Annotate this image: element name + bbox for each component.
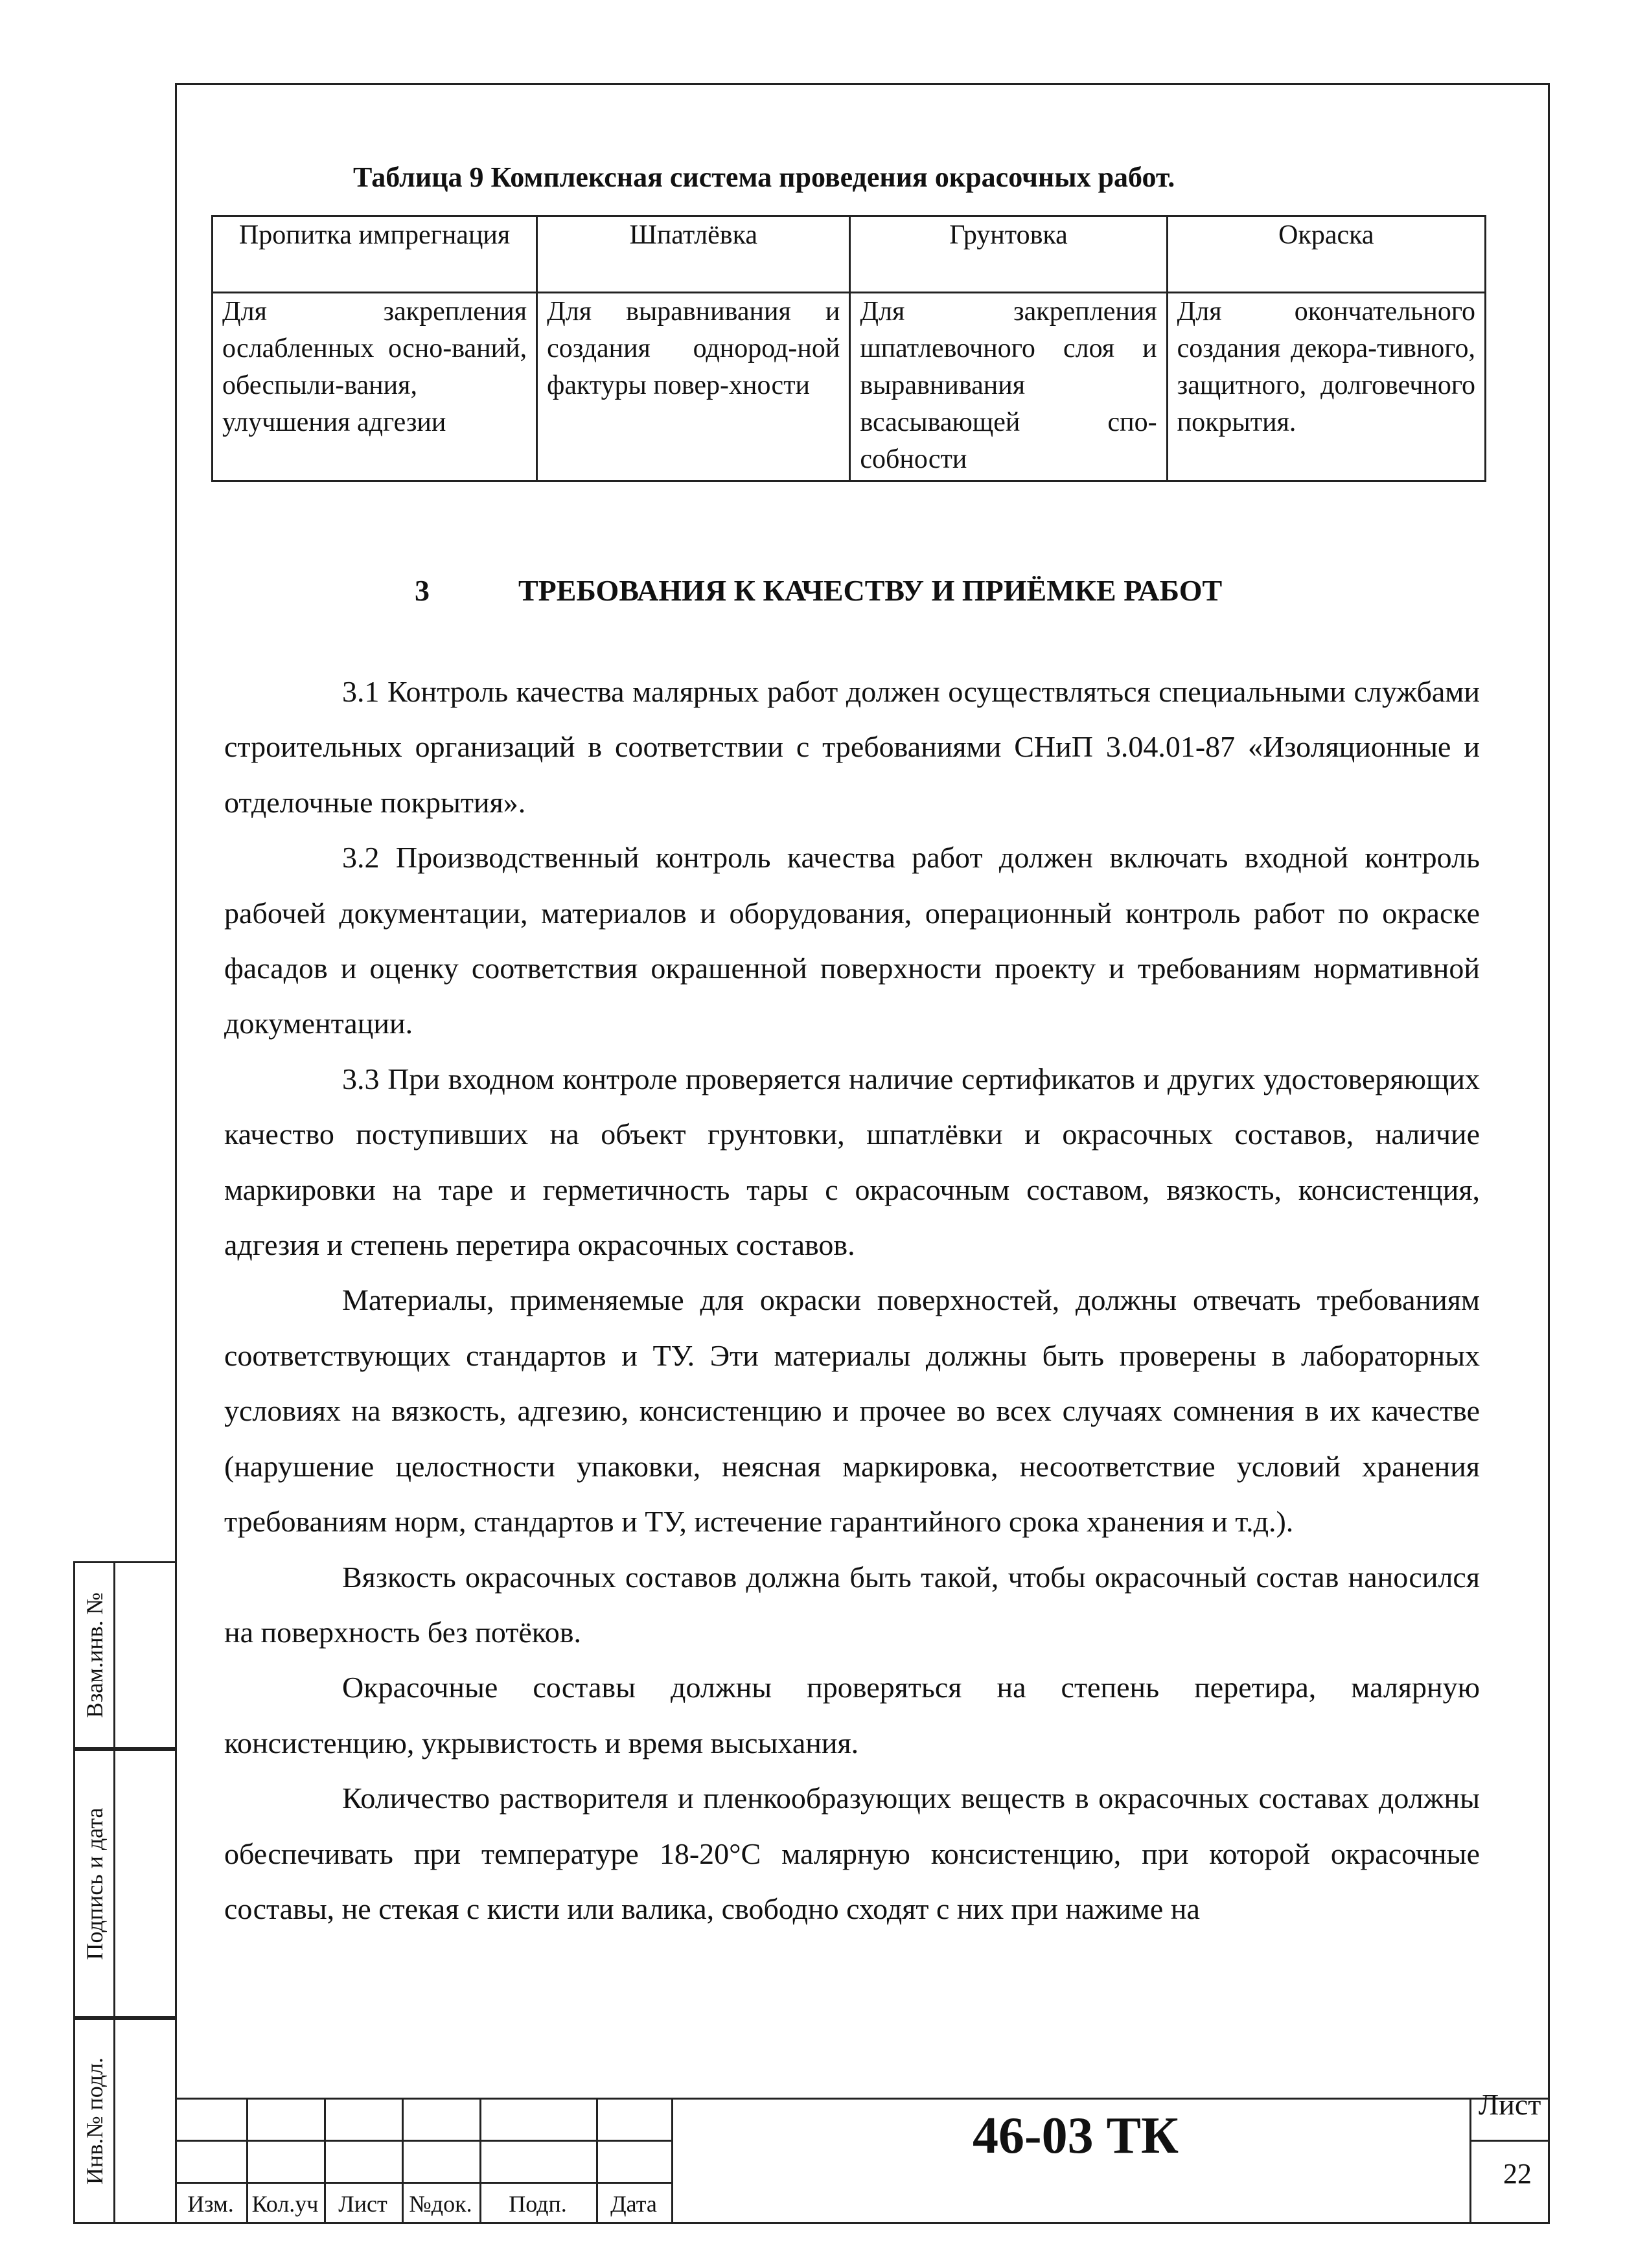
table-header-row <box>213 216 1486 293</box>
side-stamp-signature-date <box>73 1749 175 2018</box>
table-row <box>213 293 1486 481</box>
section-number: 3 <box>415 574 430 607</box>
col-date: Дата <box>610 2191 657 2217</box>
col-change: Изм. <box>187 2191 234 2217</box>
coating-system-table <box>211 215 1486 482</box>
paragraph-3-3: 3.3 При входном контроле проверяется наличие сертификатов и других удостоверяющих качество поступивших на объект грунтовки, шпатлёвки и окрасочных составов, наличие маркировки на таре и герметичность тары с окрасочным составом, вязкость, консистенция, адгезия и степень перетира окрасочных составов. <box>224 1062 1480 1262</box>
paragraph-solvent: Количество растворителя и пленкообразующих веществ в окрасочных составах должны обеспечивать при температуре 18-20°С малярную консистенцию, при которой окрасочные составы, не стекая с кисти или валика, свободно сходят с них при нажиме на <box>224 1781 1480 1925</box>
header-impregnation: Пропитка импрегнация <box>213 216 537 293</box>
replacement-inv-label: Взам.инв. № <box>81 1592 108 1718</box>
sheet-number: 22 <box>1503 2158 1532 2190</box>
sheet-label: Лист <box>1479 2088 1541 2121</box>
side-stamp-replacement-inv <box>73 1561 175 1749</box>
header-putty: Шпатлёвка <box>537 216 850 293</box>
paragraph-checks: Окрасочные составы должны проверяться на степень перетира, малярную консистенцию, укрывистость и время высыхания. <box>224 1671 1480 1759</box>
cell-primer: Для закрепления шпатлевочного слоя и выравнивания всасывающей спо-собности <box>850 293 1167 481</box>
col-signature: Подп. <box>509 2191 567 2217</box>
original-inv-label: Инв.№ подл. <box>81 2057 108 2185</box>
side-stamp-original-inv <box>73 2018 175 2224</box>
cell-painting: Для окончательного создания декора-тивного, защитного, долговечного покрытия. <box>1167 293 1485 481</box>
section-heading <box>415 573 1222 608</box>
section-title: ТРЕБОВАНИЯ К КАЧЕСТВУ И ПРИЁМКЕ РАБОТ <box>518 574 1223 607</box>
paragraph-3-2: 3.2 Производственный контроль качества работ должен включать входной контроль рабочей документации, материалов и оборудования, операционный контроль работ по окраске фасадов и оценку соответствия окрашенной поверхности проекту и требованиям нормативной документации. <box>224 841 1480 1040</box>
document-code: 46-03 ТК <box>972 2107 1179 2164</box>
table-caption: Таблица 9 Комплексная система проведения окрасочных работ. <box>353 161 1175 193</box>
header-painting: Окраска <box>1167 216 1485 293</box>
cell-putty: Для выравнивания и создания однород-ной фактуры повер-хности <box>537 293 850 481</box>
col-doc-number: №док. <box>409 2191 472 2217</box>
col-quantity: Кол.уч <box>251 2191 319 2217</box>
col-sheet: Лист <box>338 2191 387 2217</box>
paragraph-materials: Материалы, применяемые для окраски поверхностей, должны отвечать требованиям соответствующих стандартов и ТУ. Эти материалы должны быть проверены в лабораторных условиях на вязкость, адгезию, консистенцию и прочее во всех случаях сомнения в их качестве (нарушение целостности упаковки, неясная маркировка, несоответствие условий хранения требованиям норм, стандартов и ТУ, истечение гарантийного срока хранения и т.д.). <box>224 1283 1480 1539</box>
header-primer: Грунтовка <box>850 216 1167 293</box>
signature-date-label: Подпись и дата <box>81 1807 108 1960</box>
paragraph-viscosity: Вязкость окрасочных составов должна быть такой, чтобы окрасочный состав наносился на поверхность без потёков. <box>224 1560 1480 1649</box>
paragraph-3-1: 3.1 Контроль качества малярных работ должен осуществляться специальными службами строительных организаций в соответствии с требованиями СНиП 3.04.01-87 «Изоляционные и отделочные покрытия». <box>224 675 1480 819</box>
cell-impregnation: Для закрепления ослабленных осно-ваний, обеспыли-вания, улучшения адгезии <box>213 293 537 481</box>
body-text <box>224 664 1480 1936</box>
